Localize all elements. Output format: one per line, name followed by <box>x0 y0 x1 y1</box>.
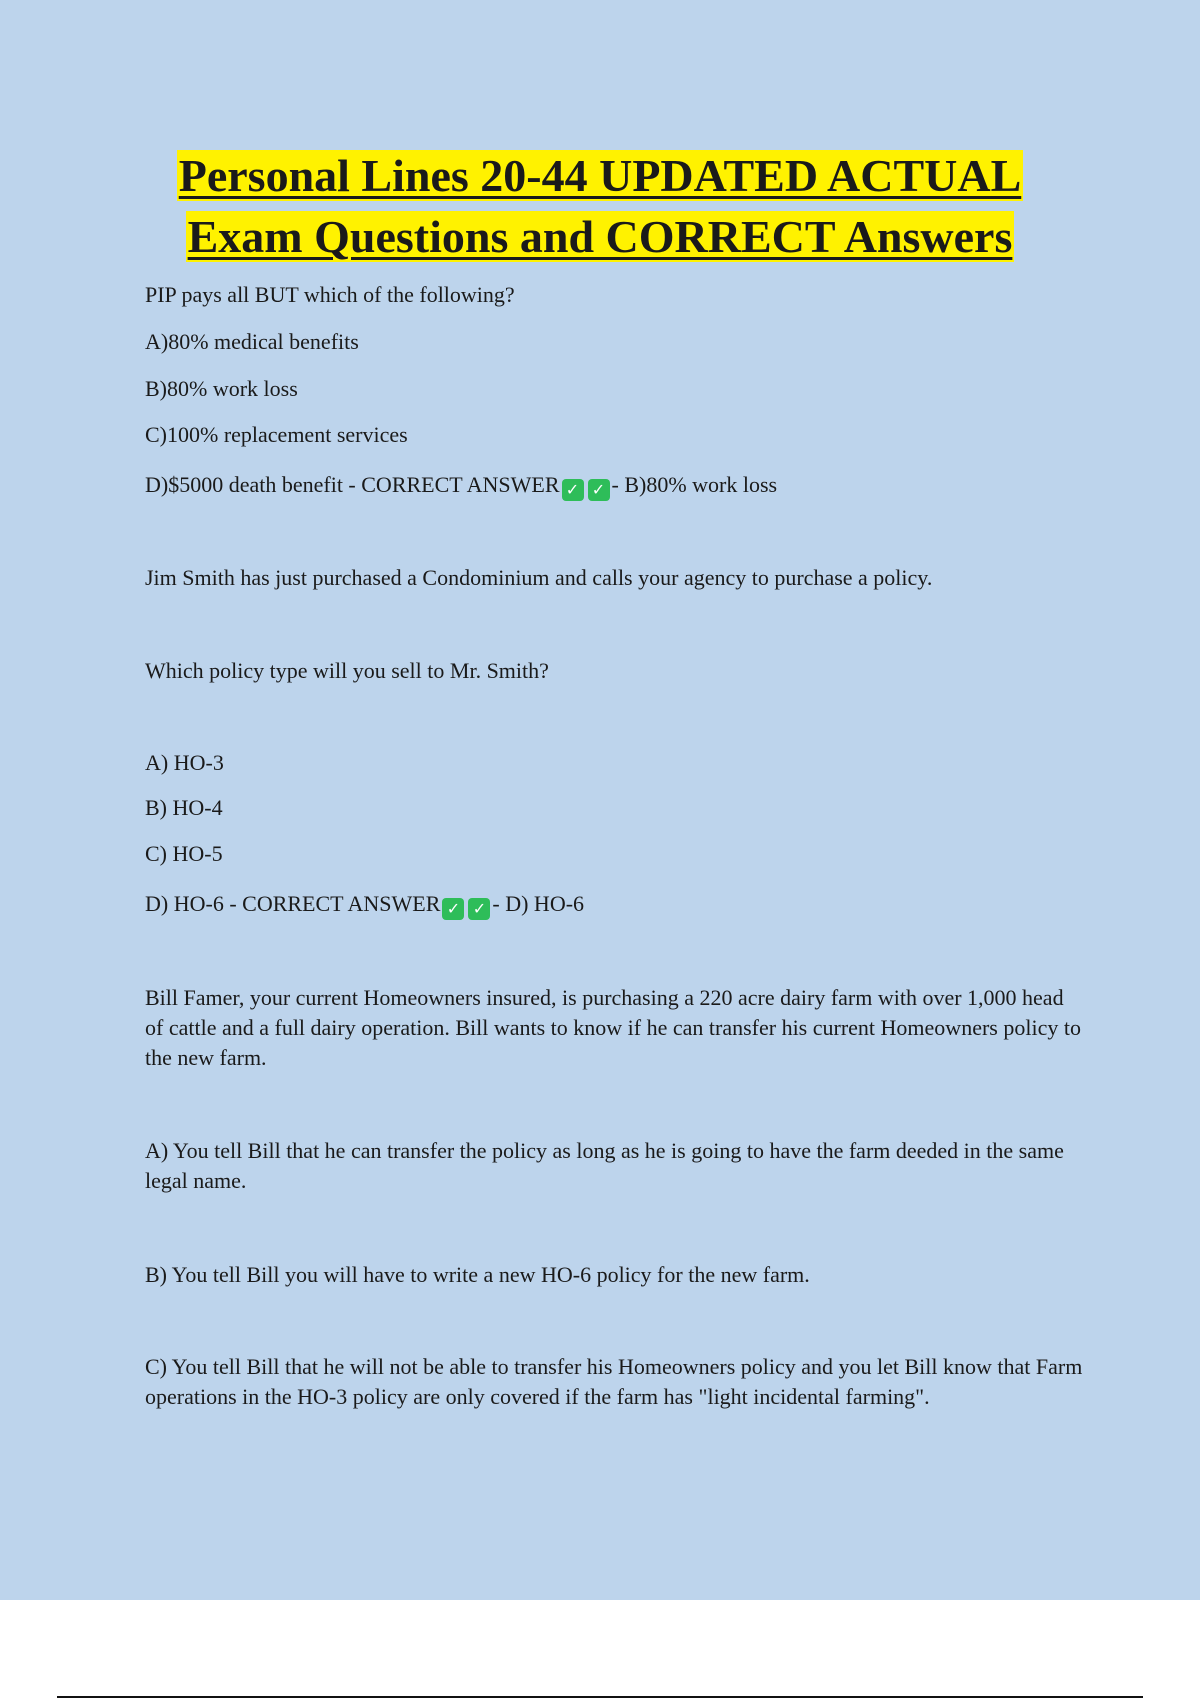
footer-divider <box>57 1696 1143 1698</box>
q2-answer: - D) HO-6 <box>492 891 585 916</box>
q2-option-d-line <box>145 889 1085 920</box>
q2-option-b: B) HO-4 <box>145 795 223 820</box>
q3-scenario: Bill Famer, your current Homeowners insured, is purchasing a 220 acre dairy farm with over 1,000 head of cattle and a full dairy operation. Bill wants to know if he can transfer his current Homeowners policy to the new farm. <box>145 985 1081 1070</box>
check-box-icon: ✓ <box>562 479 584 501</box>
title-line-2: Exam Questions and CORRECT Answers <box>187 211 1013 262</box>
title-line-1: Personal Lines 20-44 UPDATED ACTUAL <box>178 150 1022 201</box>
q2-option-a: A) HO-3 <box>145 750 224 775</box>
q1-option-b: B)80% work loss <box>145 376 298 401</box>
q2-question: Which policy type will you sell to Mr. Smith? <box>145 658 549 683</box>
document-title <box>100 145 1100 267</box>
check-box-icon: ✓ <box>442 898 464 920</box>
q1-option-a: A)80% medical benefits <box>145 329 359 354</box>
q3-option-a: A) You tell Bill that he can transfer the policy as long as he is going to have the farm deeded in the same legal name. <box>145 1138 1064 1193</box>
q1-question: PIP pays all BUT which of the following? <box>145 282 515 307</box>
q1-option-d-text: D)$5000 death benefit - CORRECT ANSWER <box>145 472 560 497</box>
q3-option-b: B) You tell Bill you will have to write a new HO-6 policy for the new farm. <box>145 1262 810 1287</box>
check-box-icon: ✓ <box>468 898 490 920</box>
q2-option-d-text: D) HO-6 - CORRECT ANSWER <box>145 891 441 916</box>
q1-option-d-line <box>145 470 1085 501</box>
q1-option-c: C)100% replacement services <box>145 422 408 447</box>
q2-scenario: Jim Smith has just purchased a Condominium and calls your agency to purchase a policy. <box>145 565 933 590</box>
q2-option-c: C) HO-5 <box>145 841 223 866</box>
q3-option-c: C) You tell Bill that he will not be able to transfer his Homeowners policy and you let Bill know that Farm operations in the HO-3 policy are only covered if the farm has "light incidental farming". <box>145 1354 1083 1409</box>
check-box-icon: ✓ <box>588 479 610 501</box>
q1-answer: - B)80% work loss <box>611 472 778 497</box>
